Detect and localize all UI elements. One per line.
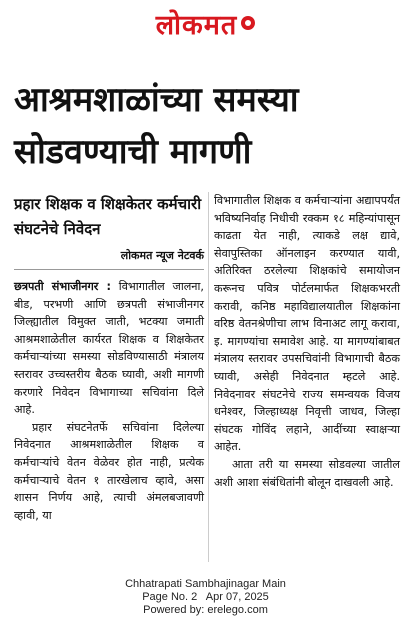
page-footer bbox=[0, 578, 411, 617]
headline-line-2: सोडवण्याची मागणी bbox=[14, 132, 252, 172]
paragraph-3: विभागातील शिक्षक व कर्मचाऱ्यांना अद्यापपर्यंत भविष्यनिर्वाह निधीची रक्कम १८ महिन्यांपासून काढता येत नाही, त्याकडे लक्ष द्यावे, सेवापुस्तिका ऑनलाइन करण्यात यावी, अतिरिक्त ठरलेल्या शिक्षकांचे समायोजन करूनच पवित्र पोर्टलमार्फत शिक्षकभरती करावी, कनिष्ठ महाविद्यालयातील शिक्षकांना वरिष्ठ वेतनश्रेणीचा लाभ विनाअट लागू करावा, इ. मागण्यांचा समावेश आहे. या मागण्यांबाबत मंत्रालय स्तरावर उपसचिवांनी विभागाची बैठक घ्यावी, असेही निवेदनात म्हटले आहे. निवेदनावर संघटनेचे राज्य समन्वयक विजय धनेश्वर, जिल्हाध्यक्ष निवृत्ती जाधव, जिल्हा संघटक गोविंद लहाने, आदींच्या स्वाक्षऱ्या आहेत. bbox=[214, 194, 400, 454]
article-column-left bbox=[14, 192, 204, 524]
paragraph-1-text: विभागातील जालना, बीड, परभणी आणि छत्रपती संभाजीनगर जिल्ह्यातील विमुक्त जाती, भटक्या जमाती आश्रमशाळेतील कार्यरत शिक्षक व शिक्षकेतर कर्मचाऱ्यांच्या समस्या सोडविण्यासाठी मंत्रालय स्तरावर उच्चस्तरीय बैठक घ्यावी, अशी मागणी करणारे निवेदन विभागाच्या सचिवांना दिले आहे. bbox=[14, 280, 204, 417]
paragraph-2: प्रहार संघटनेतर्फे सचिवांना दिलेल्या निवेदनात आश्रमशाळेतील शिक्षक व कर्मचाऱ्यांचे वेतन वेळेवर होत नाही, प्रत्येक कर्मचाऱ्याचे वेतन १ तारखेलाच व्हावे, असा शासन निर्णय आहे, त्याची अंमलबजावणी व्हावी, या bbox=[14, 420, 204, 522]
lokmat-logo[interactable] bbox=[156, 5, 256, 42]
logo-dot-icon bbox=[241, 16, 255, 30]
powered-by[interactable]: Powered by: erelego.com bbox=[143, 604, 268, 616]
dateline: छत्रपती संभाजीनगर : bbox=[14, 280, 111, 293]
article-headline bbox=[14, 74, 399, 178]
article-subhead: प्रहार शिक्षक व शिक्षकेतर कर्मचारी संघटनेचे निवेदन bbox=[14, 195, 202, 238]
edition-name: Chhatrapati Sambhajinagar Main bbox=[125, 578, 286, 590]
article-column-right bbox=[214, 192, 400, 491]
page-and-date: Page No. 2 Apr 07, 2025 bbox=[142, 591, 269, 603]
masthead bbox=[0, 2, 411, 44]
paragraph-1 bbox=[14, 278, 204, 419]
logo-text: लोकमत bbox=[155, 9, 238, 41]
byline: लोकमत न्यूज नेटवर्क bbox=[14, 246, 204, 270]
headline-line-1: आश्रमशाळांच्या समस्या bbox=[14, 80, 299, 120]
paragraph-4: आता तरी या समस्या सोडवल्या जातील अशी आशा संबंधितांनी बोलून दाखवली आहे. bbox=[214, 457, 400, 489]
column-divider bbox=[208, 192, 209, 562]
